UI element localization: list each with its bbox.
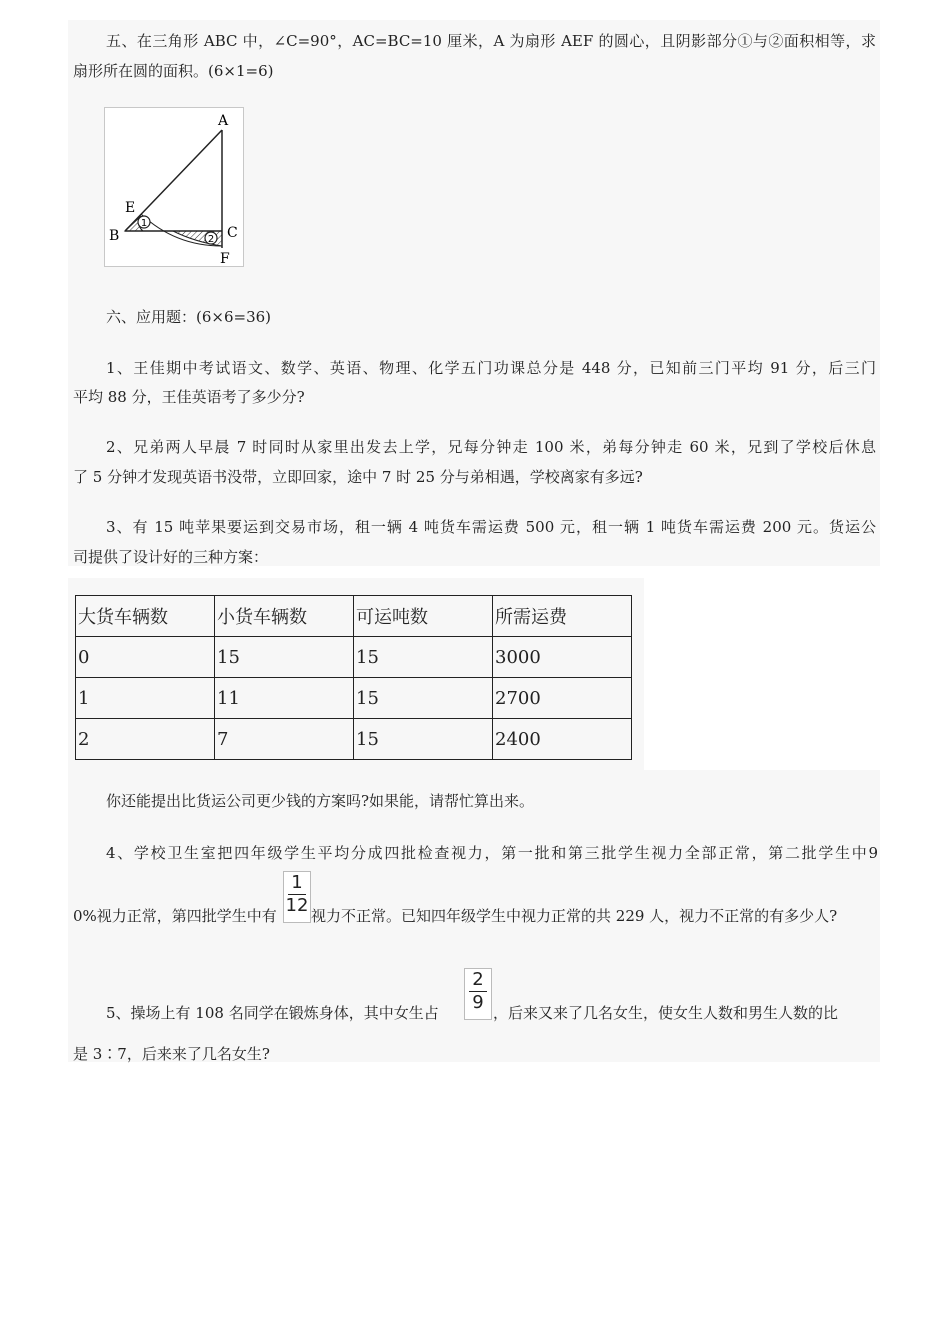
table-cell: 15 [354, 678, 493, 719]
side-AB [125, 130, 222, 231]
region-2-label: 2 [207, 234, 215, 245]
fraction-numerator: 2 [472, 969, 484, 990]
q6-p3-follow: 你还能提出比货运公司更少钱的方案吗?如果能，请帮忙算出来。 [106, 792, 535, 810]
fraction-numerator: 1 [291, 872, 303, 893]
table-header-cell: 可运吨数 [354, 596, 493, 637]
q6-p4-line2-start: 0%视力正常，第四批学生中有 [73, 907, 277, 925]
q6-p5-line1-start: 5、操场上有 108 名同学在锻炼身体，其中女生占 [106, 1004, 439, 1022]
q6-p3-line2: 司提供了设计好的三种方案： [73, 548, 269, 566]
freight-plan-table [75, 595, 632, 760]
table-cell: 11 [215, 678, 354, 719]
table-header-row [76, 596, 632, 637]
triangle-diagram [105, 108, 245, 268]
table-header-cell: 所需运费 [493, 596, 632, 637]
vertex-B-label: B [109, 228, 120, 244]
table-row [76, 719, 632, 760]
table-header-cell: 小货车辆数 [215, 596, 354, 637]
table-cell: 1 [76, 678, 215, 719]
table-cell: 15 [215, 637, 354, 678]
q6-heading: 六、应用题：(6×6=36) [106, 308, 272, 326]
fraction-two-ninths [464, 968, 492, 1020]
table-cell: 2400 [493, 719, 632, 760]
table-cell: 15 [354, 637, 493, 678]
vertex-C-label: C [227, 225, 238, 241]
q6-p4-line1: 4、学校卫生室把四年级学生平均分成四批检查视力，第一批和第三批学生视力全部正常，第二批学生中9 [106, 844, 878, 862]
triangle-figure [104, 107, 244, 267]
table-cell: 15 [354, 719, 493, 760]
vertex-A-label: A [218, 113, 229, 129]
q6-p4-line2-end: 视力不正常。已知四年级学生中视力正常的共 229 人，视力不正常的有多少人? [311, 907, 838, 925]
q6-p5-line1-end: ，后来又来了几名女生，使女生人数和男生人数的比 [493, 1004, 839, 1022]
table-header-cell: 大货车辆数 [76, 596, 215, 637]
q6-p2-line2: 了 5 分钟才发现英语书没带，立即回家，途中 7 时 25 分与弟相遇，学校离家有多远? [73, 468, 643, 486]
q6-p1-line1: 1、王佳期中考试语文、数学、英语、物理、化学五门功课总分是 448 分，已知前三门平均 91 分，后三门 [106, 359, 876, 377]
table-row [76, 678, 632, 719]
q6-p3-line1: 3、有 15 吨苹果要运到交易市场，租一辆 4 吨货车需运费 500 元，租一辆 1 吨货车需运费 200 元。货运公 [106, 518, 876, 536]
q6-p2-line1: 2、兄弟两人早晨 7 时同时从家里出发去上学，兄每分钟走 100 米，弟每分钟走 60 米，兄到了学校后休息 [106, 438, 876, 456]
q6-p1-line2: 平均 88 分，王佳英语考了多少分? [73, 388, 305, 406]
table-cell: 7 [215, 719, 354, 760]
fraction-denominator: 12 [285, 895, 309, 916]
region-1-label: 1 [140, 218, 148, 229]
vertex-E-label: E [125, 200, 136, 216]
fraction-denominator: 9 [472, 992, 484, 1013]
table-row [76, 637, 632, 678]
fraction-one-twelfth [283, 871, 311, 923]
table-cell: 2700 [493, 678, 632, 719]
table-cell: 2 [76, 719, 215, 760]
q6-p5-line2: 是 3∶7，后来来了几名女生? [73, 1045, 270, 1063]
q5-text-line2: 扇形所在圆的面积。(6×1=6) [73, 62, 274, 80]
table-cell: 3000 [493, 637, 632, 678]
vertex-F-label: F [220, 251, 230, 267]
table-cell: 0 [76, 637, 215, 678]
q5-text-line1: 五、在三角形 ABC 中，∠C=90°，AC=BC=10 厘米，A 为扇形 AEF 的圆心，且阴影部分①与②面积相等，求 [106, 32, 876, 50]
